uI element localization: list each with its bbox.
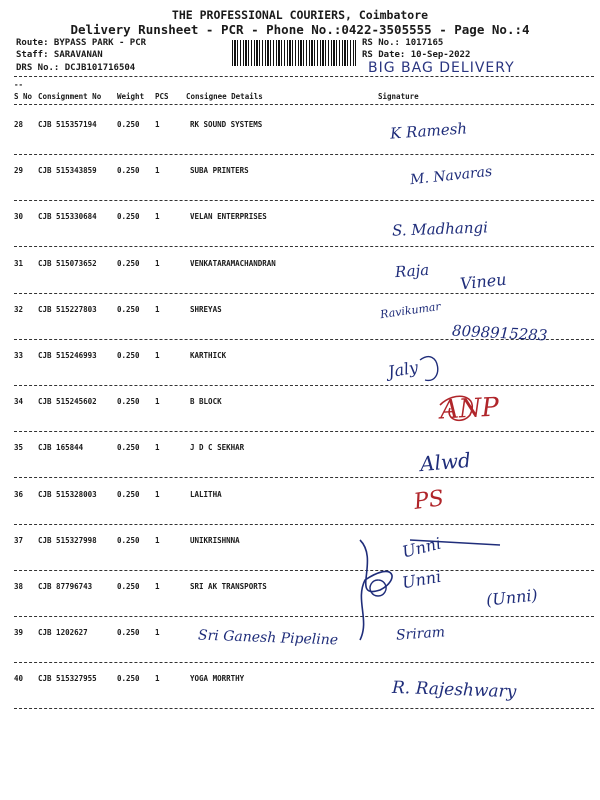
signature-37: Unni	[400, 533, 443, 562]
col-weight: Weight	[117, 92, 145, 101]
row-details: SUBA PRINTERS	[190, 166, 249, 175]
row-sno: 28	[14, 120, 24, 129]
bag-stamp: BIG BAG DELIVERY	[368, 60, 515, 76]
marker-dash: --	[14, 80, 24, 89]
signature-40: R. Rajeshwary	[391, 677, 517, 703]
row-pcs: 1	[155, 536, 160, 545]
row-consignment: CJB 1202627	[38, 628, 88, 637]
runsheet-title: Delivery Runsheet - PCR - Phone No.:0422-3505555 - Page No.:4	[70, 22, 530, 37]
row-consignment: CJB 515246993	[38, 351, 97, 360]
signature-33: Jaly	[386, 357, 420, 382]
row-weight: 0.250	[117, 628, 140, 637]
document-title: THE PROFESSIONAL COURIERS, Coimbatore	[171, 8, 429, 22]
ink-stroke-loop	[360, 540, 392, 640]
row-details: SRI AK TRANSPORTS	[190, 582, 267, 591]
col-consignment: Consignment No	[38, 92, 102, 101]
row-weight: 0.250	[117, 536, 140, 545]
rs-number: RS No.: 1017165	[362, 38, 444, 48]
row-pcs: 1	[155, 212, 160, 221]
row-sno: 35	[14, 443, 24, 452]
row-weight: 0.250	[117, 212, 140, 221]
col-pcs: PCS	[155, 92, 169, 101]
row-pcs: 1	[155, 305, 160, 314]
signature-39b: Sriram	[395, 624, 446, 644]
signature-38: Unni	[400, 566, 443, 593]
row-consignment: CJB 515245602	[38, 397, 97, 406]
row-pcs: 1	[155, 582, 160, 591]
row-consignment: CJB 515327955	[38, 674, 97, 683]
row-pcs: 1	[155, 443, 160, 452]
row-consignment: CJB 515357194	[38, 120, 97, 129]
row-details: B BLOCK	[190, 397, 222, 406]
row-sno: 38	[14, 582, 24, 591]
row-pcs: 1	[155, 628, 160, 637]
row-weight: 0.250	[117, 120, 140, 129]
row-sno: 29	[14, 166, 24, 175]
signature-29: M. Navaras	[409, 163, 493, 189]
row-consignment: CJB 515327998	[38, 536, 97, 545]
row-pcs: 1	[155, 397, 160, 406]
signature-31a: Raja	[394, 260, 430, 282]
row-consignment: CJB 515328003	[38, 490, 97, 499]
ink-stroke-underline	[410, 540, 500, 545]
row-consignment: CJB 515330684	[38, 212, 97, 221]
row-details: SHREYAS	[190, 305, 222, 314]
rs-date: RS Date: 10-Sep-2022	[362, 50, 471, 60]
signature-32a: Ravikumar	[379, 299, 442, 322]
signature-34: ANP	[439, 392, 500, 426]
row-sno: 40	[14, 674, 24, 683]
row-consignment: CJB 515343859	[38, 166, 97, 175]
row-weight: 0.250	[117, 490, 140, 499]
col-sno: S No	[14, 92, 33, 101]
row-details: UNIKRISHNNA	[190, 536, 240, 545]
row-weight: 0.250	[117, 582, 140, 591]
row-sno: 39	[14, 628, 24, 637]
ink-stroke-scribble	[440, 396, 472, 420]
col-signature: Signature	[378, 92, 419, 101]
signature-30: S. Madhangi	[391, 218, 489, 240]
row-pcs: 1	[155, 674, 160, 683]
staff-label: Staff: SARAVANAN	[16, 50, 103, 60]
row-details: LALITHA	[190, 490, 222, 499]
row-details: YOGA MORRTHY	[190, 674, 245, 683]
row-weight: 0.250	[117, 674, 140, 683]
drs-number: DRS No.: DCJB101716504	[16, 63, 136, 73]
row-details: KARTHICK	[190, 351, 227, 360]
row-sno: 32	[14, 305, 24, 314]
row-sno: 33	[14, 351, 24, 360]
row-pcs: 1	[155, 120, 160, 129]
row-sno: 31	[14, 259, 24, 268]
row-details: VENKATARAMACHANDRAN	[190, 259, 276, 268]
row-details: VELAN ENTERPRISES	[190, 212, 267, 221]
row-weight: 0.250	[117, 443, 140, 452]
signature-32: 8098915283	[451, 321, 548, 345]
signature-35: Alwd	[419, 447, 472, 477]
row-pcs: 1	[155, 351, 160, 360]
ink-stroke-jaly	[420, 357, 438, 381]
signature-37b: (Unni)	[485, 585, 539, 610]
row-consignment: CJB 515073652	[38, 259, 97, 268]
row-pcs: 1	[155, 166, 160, 175]
row-sno: 37	[14, 536, 24, 545]
col-details: Consignee Details	[186, 92, 263, 101]
row-consignment: CJB 87796743	[38, 582, 93, 591]
row-weight: 0.250	[117, 351, 140, 360]
signature-36: PS	[412, 486, 446, 515]
signature-28: K Ramesh	[389, 119, 468, 143]
signature-31: Vineu	[459, 269, 508, 294]
row-details: J D C SEKHAR	[190, 443, 245, 452]
row-pcs: 1	[155, 259, 160, 268]
row-weight: 0.250	[117, 259, 140, 268]
row-sno: 34	[14, 397, 24, 406]
row-consignment: CJB 515227803	[38, 305, 97, 314]
row-weight: 0.250	[117, 397, 140, 406]
row-weight: 0.250	[117, 305, 140, 314]
row-sno: 30	[14, 212, 24, 221]
route-label: Route: BYPASS PARK - PCR	[16, 38, 147, 48]
signature-39: Sri Ganesh Pipeline	[197, 627, 339, 649]
row-pcs: 1	[155, 490, 160, 499]
row-consignment: CJB 165844	[38, 443, 84, 452]
row-sno: 36	[14, 490, 24, 499]
row-weight: 0.250	[117, 166, 140, 175]
row-details: RK SOUND SYSTEMS	[190, 120, 263, 129]
